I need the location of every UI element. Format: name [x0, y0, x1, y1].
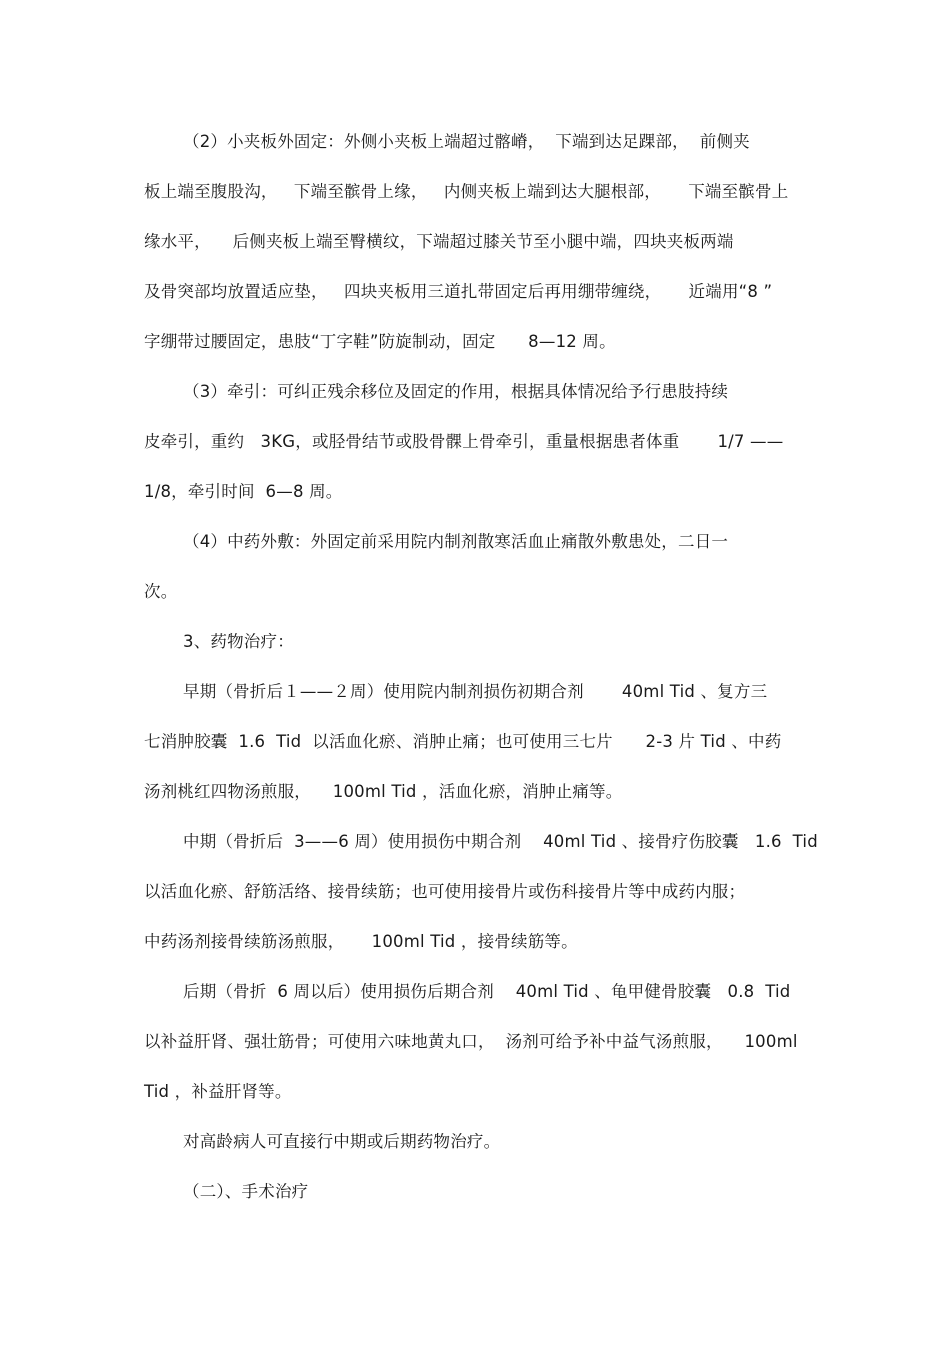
text-line-19: 以补益肝肾、强壮筋骨；可使用六味地黄丸口， 汤剂可给予补中益气汤煎服， 100ml — [144, 1032, 798, 1051]
text-line-16: 以活血化瘀、舒筋活络、接骨续筋；也可使用接骨片或伤科接骨片等中成药内服； — [144, 882, 746, 901]
text-line-14: 汤剂桃红四物汤煎服， 100ml Tid ，活血化瘀，消肿止痛等。 — [144, 782, 623, 801]
text-line-20: Tid ，补益肝肾等。 — [144, 1082, 292, 1101]
text-line-3: 缘水平， 后侧夹板上端至臀横纹，下端超过膝关节至小腿中端，四块夹板两端 — [144, 232, 734, 251]
text-line-13: 七消肿胶囊 1.6 Tid 以活血化瘀、消肿止痛；也可使用三七片 2-3 片 Tid 、中药 — [144, 732, 782, 751]
text-line-7: 皮牵引，重约 3KG，或胫骨结节或股骨髁上骨牵引，重量根据患者体重 1/7 —— — [144, 432, 784, 451]
text-line-6: （3）牵引：可纠正残余移位及固定的作用，根据具体情况给予行患肢持续 — [183, 382, 729, 401]
text-line-4: 及骨突部均放置适应垫， 四块夹板用三道扎带固定后再用绷带缠绕， 近端用“8 ” — [144, 282, 773, 301]
text-line-21: 对高龄病人可直接行中期或后期药物治疗。 — [183, 1132, 501, 1151]
text-line-9: （4）中药外敷：外固定前采用院内制剂散寒活血止痛散外敷患处，二日一 — [183, 532, 729, 551]
text-line-8: 1/8，牵引时间 6—8 周。 — [144, 482, 343, 501]
text-line-12: 早期（骨折后１——２周）使用院内制剂损伤初期合剂 40ml Tid 、复方三 — [183, 682, 768, 701]
text-line-10: 次。 — [144, 582, 178, 601]
text-line-18: 后期（骨折 6 周以后）使用损伤后期合剂 40ml Tid 、龟甲健骨胶囊 0.8 Tid — [183, 982, 791, 1001]
text-line-5: 字绷带过腰固定，患肢“丁字鞋”防旋制动，固定 8—12 周。 — [144, 332, 616, 351]
text-line-1: （2）小夹板外固定：外侧小夹板上端超过髂嵴， 下端到达足踝部， 前侧夹 — [183, 132, 750, 151]
text-line-15: 中期（骨折后 3——6 周）使用损伤中期合剂 40ml Tid 、接骨疗伤胶囊 1.6 Tid — [183, 832, 818, 851]
section-heading-medication: 3、药物治疗： — [183, 632, 294, 651]
text-line-17: 中药汤剂接骨续筋汤煎服， 100ml Tid ，接骨续筋等。 — [144, 932, 578, 951]
text-line-2: 板上端至腹股沟， 下端至髌骨上缘， 内侧夹板上端到达大腿根部， 下端至髌骨上 — [144, 182, 789, 201]
section-heading-surgery: （二）、手术治疗 — [183, 1182, 309, 1201]
